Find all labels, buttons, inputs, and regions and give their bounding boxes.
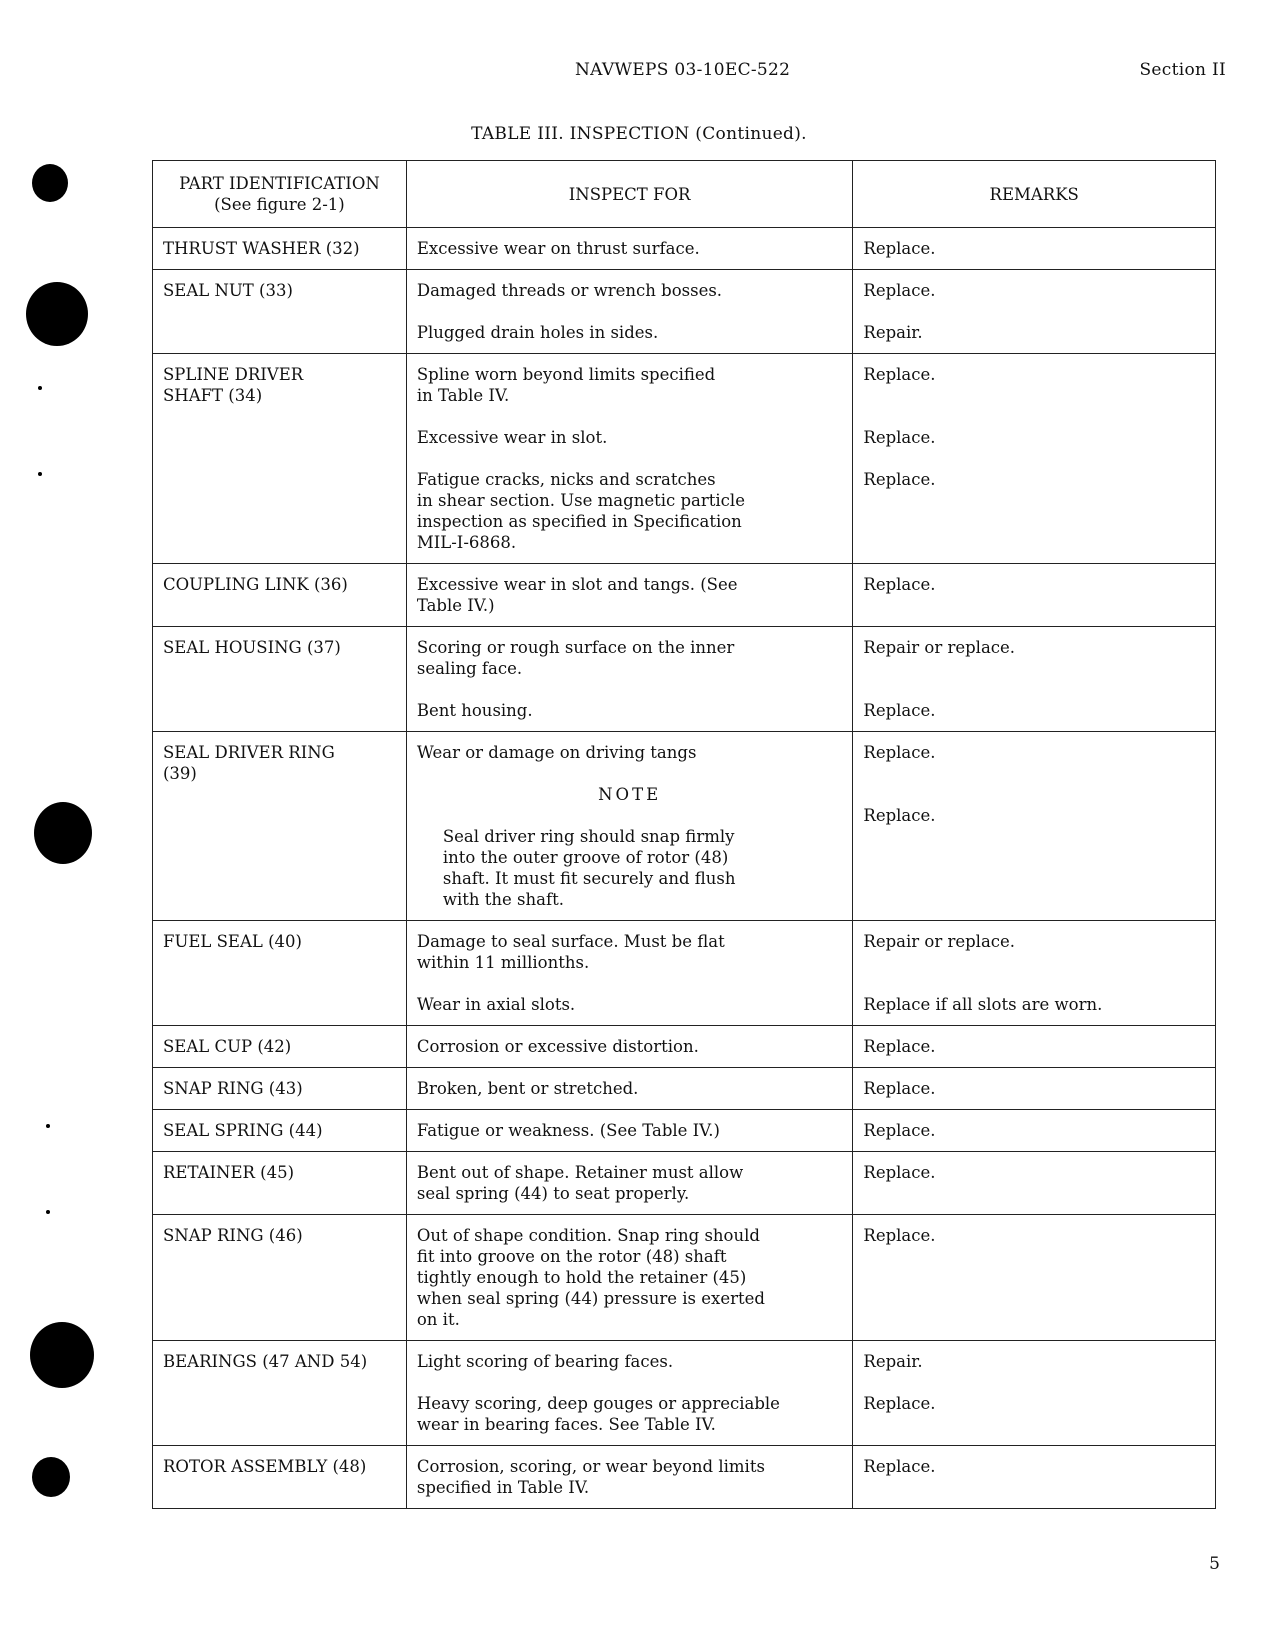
part-name-line: (39) (163, 764, 197, 783)
table-row (153, 921, 1216, 1026)
inspection-table (152, 160, 1216, 1509)
remark-item: Replace. (863, 470, 936, 489)
remarks-cell (853, 1110, 1216, 1152)
inspect-for-cell (406, 270, 853, 354)
inspect-item: Scoring or rough surface on the inner sealing face. (416, 638, 735, 678)
column-header-remarks: REMARKS (853, 161, 1216, 228)
table-row (153, 1446, 1216, 1509)
inspect-item: Fatigue or weakness. (See Table IV.) (416, 1121, 720, 1140)
remark-item: Replace. (863, 1121, 936, 1140)
inspect-item: Plugged drain holes in sides. (416, 323, 659, 342)
part-name-line: SNAP RING (46) (163, 1226, 303, 1245)
part-name-line: SNAP RING (43) (163, 1079, 303, 1098)
inspect-for-cell (406, 1110, 853, 1152)
inspect-for-cell (406, 1068, 853, 1110)
remark-item: Replace if all slots are worn. (863, 995, 1103, 1014)
part-name-line: SEAL DRIVER RING (163, 743, 335, 762)
inspect-item: Spline worn beyond limits specified in Table IV. (416, 365, 716, 405)
remarks-cell (853, 1068, 1216, 1110)
scan-speck (46, 1210, 50, 1214)
remark-item: Replace. (863, 1037, 936, 1056)
part-identification-cell (153, 732, 407, 921)
inspect-item: Heavy scoring, deep gouges or appreciable wear in bearing faces. See Table IV. (416, 1394, 780, 1434)
inspect-item: Damaged threads or wrench bosses. (416, 281, 723, 300)
remarks-cell (853, 270, 1216, 354)
remark-item: Replace. (863, 1394, 936, 1413)
remarks-cell (853, 732, 1216, 921)
binder-hole (34, 802, 92, 864)
part-name-line: SPLINE DRIVER (163, 365, 304, 384)
remark-item: Replace. (863, 1457, 936, 1476)
scan-speck (38, 386, 42, 390)
inspect-item: Corrosion or excessive distortion. (416, 1037, 699, 1056)
table-row (153, 1026, 1216, 1068)
part-name-line: RETAINER (45) (163, 1163, 295, 1182)
note-text: Seal driver ring should snap firmly into the outer groove of rotor (48) shaft. It must fit securely and flush with the shaft. (442, 827, 736, 909)
binder-hole (30, 1322, 94, 1388)
part-identification-cell (153, 1446, 407, 1509)
inspect-for-cell (406, 1215, 853, 1341)
page-number: 5 (1209, 1554, 1220, 1574)
section-label: Section II (1139, 60, 1226, 80)
inspect-item: Bent housing. (416, 701, 533, 720)
part-identification-cell (153, 1068, 407, 1110)
remark-item: Repair. (863, 1352, 923, 1371)
remark-item: Replace. (863, 428, 936, 447)
table-header-row (153, 161, 1216, 228)
remarks-cell (853, 1215, 1216, 1341)
part-identification-cell (153, 921, 407, 1026)
table-row (153, 564, 1216, 627)
document-number: NAVWEPS 03-10EC-522 (575, 60, 791, 80)
inspect-for-cell (406, 627, 853, 732)
column-header-inspect: INSPECT FOR (406, 161, 853, 228)
table-row (153, 1341, 1216, 1446)
binder-hole (32, 1457, 70, 1497)
inspect-for-cell (406, 1152, 853, 1215)
remarks-cell (853, 627, 1216, 732)
part-identification-cell (153, 228, 407, 270)
table-row (153, 627, 1216, 732)
inspect-item: Light scoring of bearing faces. (416, 1352, 674, 1371)
part-name-line: COUPLING LINK (36) (163, 575, 348, 594)
remark-item: Replace. (863, 1226, 936, 1245)
binder-hole (26, 282, 88, 346)
inspect-for-cell (406, 732, 853, 921)
inspect-for-cell (406, 354, 853, 564)
table-row (153, 1152, 1216, 1215)
remarks-cell (853, 1341, 1216, 1446)
remark-item: Repair. (863, 323, 923, 342)
inspect-for-cell (406, 228, 853, 270)
remarks-cell (853, 1152, 1216, 1215)
scan-speck (46, 1124, 50, 1128)
table-row (153, 732, 1216, 921)
inspect-for-cell (406, 564, 853, 627)
column-header-part (153, 161, 407, 228)
remark-item: Replace. (863, 575, 936, 594)
remark-item: Replace. (863, 806, 936, 825)
part-identification-cell (153, 1152, 407, 1215)
table-body (153, 228, 1216, 1509)
remarks-cell (853, 921, 1216, 1026)
table-row (153, 1110, 1216, 1152)
part-identification-cell (153, 1341, 407, 1446)
part-name-line: SEAL NUT (33) (163, 281, 293, 300)
remarks-cell (853, 354, 1216, 564)
remark-item: Repair or replace. (863, 638, 1016, 657)
inspect-item: Bent out of shape. Retainer must allow seal spring (44) to seat properly. (416, 1163, 744, 1203)
part-name-line: BEARINGS (47 AND 54) (163, 1352, 368, 1371)
remark-item: Replace. (863, 239, 936, 258)
inspect-item: Excessive wear in slot. (416, 428, 608, 447)
inspect-for-cell (406, 921, 853, 1026)
table-row (153, 1215, 1216, 1341)
part-identification-cell (153, 1215, 407, 1341)
part-identification-cell (153, 354, 407, 564)
scan-speck (38, 472, 42, 476)
part-name-line: SEAL HOUSING (37) (163, 638, 341, 657)
table-row (153, 228, 1216, 270)
inspect-item: Damage to seal surface. Must be flat within 11 millionths. (416, 932, 725, 972)
inspect-item: Broken, bent or stretched. (416, 1079, 639, 1098)
inspect-item: Wear in axial slots. (416, 995, 576, 1014)
part-name-line: FUEL SEAL (40) (163, 932, 302, 951)
remarks-cell (853, 1446, 1216, 1509)
inspect-item: Excessive wear on thrust surface. (416, 239, 700, 258)
remark-item: Replace. (863, 365, 936, 384)
part-name-line: SEAL CUP (42) (163, 1037, 292, 1056)
inspect-for-cell (406, 1026, 853, 1068)
part-identification-cell (153, 627, 407, 732)
table-row (153, 354, 1216, 564)
column-header-part-line: PART IDENTIFICATION (179, 174, 380, 193)
part-name-line: ROTOR ASSEMBLY (48) (163, 1457, 367, 1476)
inspect-item: Corrosion, scoring, or wear beyond limits specified in Table IV. (416, 1457, 765, 1497)
part-identification-cell (153, 1026, 407, 1068)
part-identification-cell (153, 270, 407, 354)
part-identification-cell (153, 1110, 407, 1152)
remark-item: Replace. (863, 1079, 936, 1098)
inspect-item: Out of shape condition. Snap ring should fit into groove on the rotor (48) shaft tightly enough to hold the retainer (45) when seal spring (44) pressure is exerted on it. (416, 1226, 765, 1329)
remark-item: Replace. (863, 1163, 936, 1182)
remark-item: Replace. (863, 701, 936, 720)
note-heading: NOTE (598, 785, 662, 804)
part-name-line: SEAL SPRING (44) (163, 1121, 323, 1140)
part-name-line: THRUST WASHER (32) (163, 239, 360, 258)
column-header-part-line: (See figure 2-1) (214, 195, 345, 214)
inspect-for-cell (406, 1341, 853, 1446)
inspect-item: Excessive wear in slot and tangs. (See Table IV.) (416, 575, 738, 615)
remarks-cell (853, 228, 1216, 270)
part-name-line: SHAFT (34) (163, 386, 263, 405)
inspect-for-cell (406, 1446, 853, 1509)
binder-hole (32, 164, 68, 202)
remark-spacer (863, 784, 1205, 805)
table-title: TABLE III. INSPECTION (Continued). (471, 124, 807, 144)
inspect-item: Wear or damage on driving tangs (416, 743, 697, 762)
inspect-item: Fatigue cracks, nicks and scratches in shear section. Use magnetic particle inspection as specified in Specification MIL-I-6868. (416, 470, 745, 552)
table-row (153, 270, 1216, 354)
remarks-cell (853, 564, 1216, 627)
remark-item: Replace. (863, 743, 936, 762)
table-row (153, 1068, 1216, 1110)
part-identification-cell (153, 564, 407, 627)
remark-item: Repair or replace. (863, 932, 1016, 951)
remark-item: Replace. (863, 281, 936, 300)
remarks-cell (853, 1026, 1216, 1068)
